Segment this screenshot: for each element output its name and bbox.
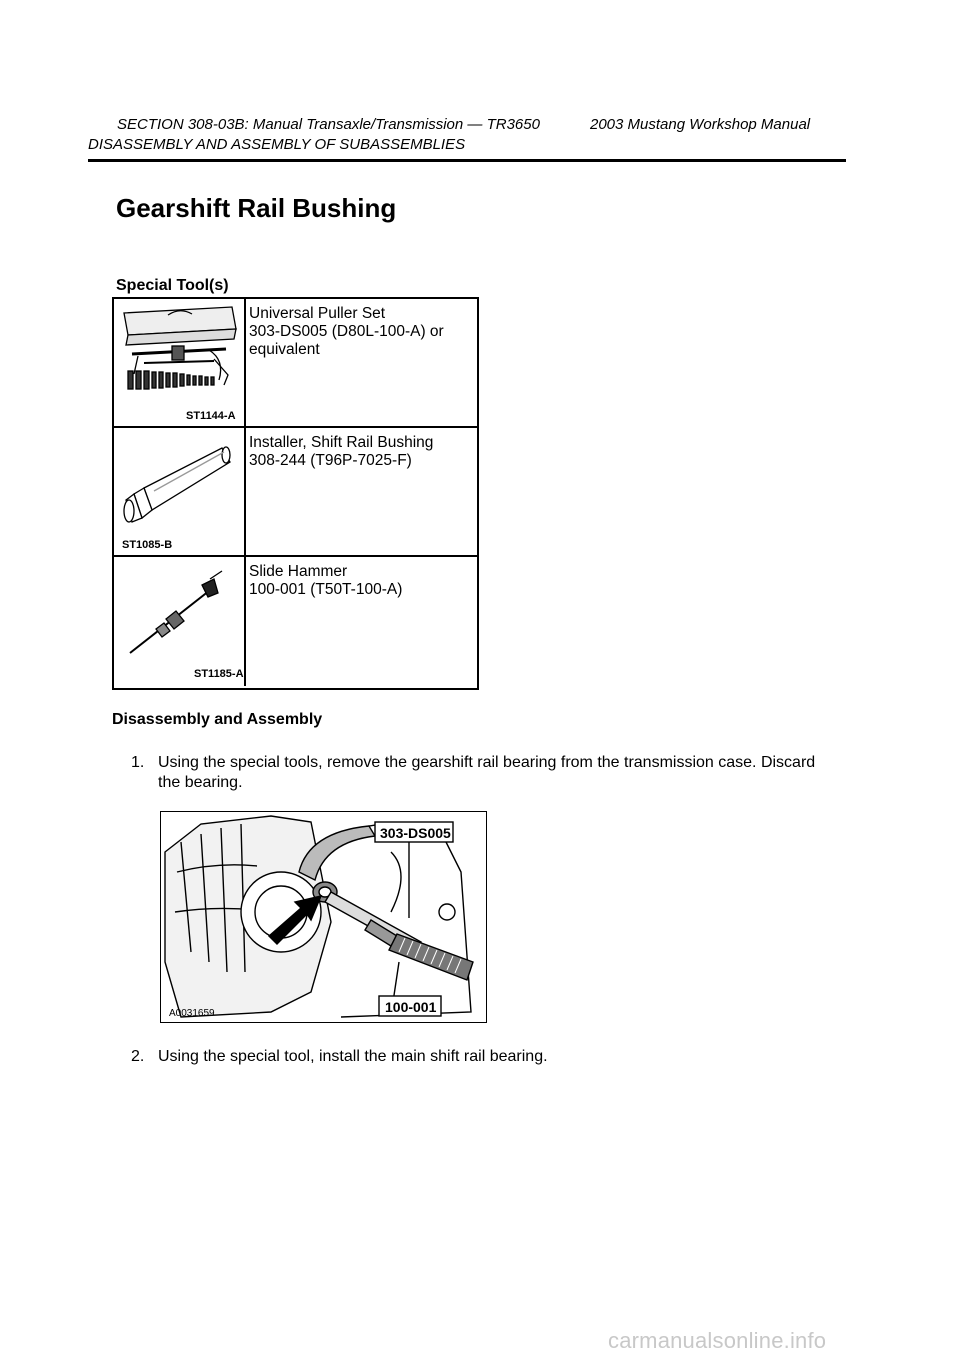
header-manual-title: 2003 Mustang Workshop Manual xyxy=(590,116,811,133)
tool-name: Universal Puller Set xyxy=(249,305,386,322)
tool-row xyxy=(114,299,477,428)
watermark: carmanualsonline.info xyxy=(608,1328,827,1353)
figure-callout-tool: 303-DS005 xyxy=(380,825,451,841)
header-divider xyxy=(88,159,846,162)
tool-part-number: 308-244 (T96P-7025-F) xyxy=(249,452,412,469)
tool-row xyxy=(114,557,477,686)
step-number: 1. xyxy=(131,754,145,771)
tool-description xyxy=(249,305,469,359)
tool-name: Slide Hammer xyxy=(249,563,348,580)
puller-set-icon xyxy=(114,299,246,426)
figure-code: A0031659 xyxy=(169,1008,215,1019)
tool-image-code: ST1185-A xyxy=(194,668,244,680)
section-heading: Disassembly and Assembly xyxy=(112,711,323,728)
special-tools-table xyxy=(112,297,479,690)
header-section: SECTION 308-03B: Manual Transaxle/Transmission — TR3650 xyxy=(117,116,540,133)
tool-name: Installer, Shift Rail Bushing xyxy=(249,434,434,451)
tool-part-number: 303-DS005 (D80L-100-A) or xyxy=(249,323,444,340)
slide-hammer-icon xyxy=(114,557,246,686)
tool-part-number: 100-001 (T50T-100-A) xyxy=(249,581,403,598)
tool-note: equivalent xyxy=(249,341,320,358)
header-subsection: DISASSEMBLY AND ASSEMBLY OF SUBASSEMBLIES xyxy=(88,136,466,153)
special-tools-label: Special Tool(s) xyxy=(116,277,229,294)
procedure-figure xyxy=(160,811,487,1023)
tool-row xyxy=(114,428,477,557)
step-text: Using the special tool, install the main shift rail bearing. xyxy=(158,1048,548,1065)
step-text: Using the special tools, remove the gearshift rail bearing from the transmission case. Discard the bearing. xyxy=(158,754,816,791)
figure-callout-hammer: 100-001 xyxy=(385,999,437,1015)
bushing-installer-icon xyxy=(114,428,246,555)
step-number: 2. xyxy=(131,1048,145,1065)
tool-image-code: ST1144-A xyxy=(186,410,236,422)
tool-description xyxy=(249,563,469,599)
tool-description xyxy=(249,434,469,470)
tool-image-code: ST1085-B xyxy=(122,539,173,551)
page-title: Gearshift Rail Bushing xyxy=(116,193,397,223)
